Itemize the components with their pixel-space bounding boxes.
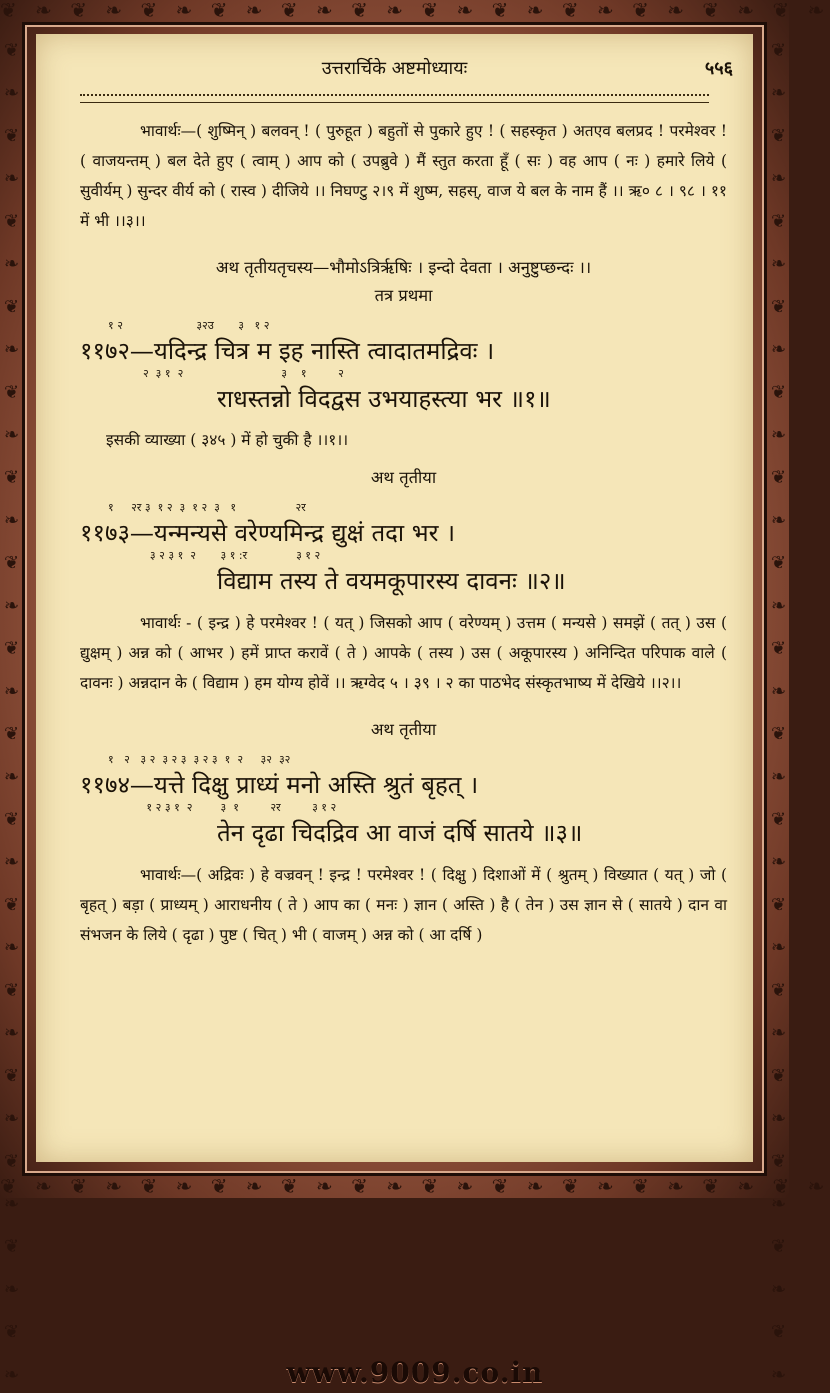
svara-marks: १ २ ३ २ ३ २ ३ ३ २ ३ १ २ ३२ ३२	[80, 753, 291, 766]
page-content	[80, 116, 727, 950]
bhavarth-paragraph-2: भावार्थः - ( इन्द्र ) हे परमेश्वर ! ( यत् ) जिसको आप ( वरेण्यम् ) उत्तम ( मन्यसे ) समझें ( तत् ) उस ( द्युक्षम् ) अन्न को ( आभर ) हमें प्राप्त करावें ( ते ) आपके ( तस्य ) उस ( अकूपारस्य ) अनिन्दित परिपाक वाले ( दावनः ) अन्नदान के ( विद्याम ) हम योग्य होवें ।। ऋग्वेद ५ । ३९ । २ का पाठभेद संस्कृतभाष्य में देखिये ।।२।।	[80, 614, 727, 692]
header-divider	[80, 94, 709, 103]
heading-atha-tritiya: अथ तृतीया	[370, 468, 437, 487]
mantra-1173-line-1: ११७३—यन्मन्यसे वरेण्यमिन्द्र द्युक्षं तदा भर ।	[80, 519, 456, 547]
svara-marks: २ ३ १ २ ३ १ २	[80, 367, 344, 380]
mantra-1173-line-2: विद्याम तस्य ते वयमकूपारस्य दावनः ॥२॥	[217, 567, 566, 595]
svara-marks: १ २र ३ १ २ ३ १ २ ३ १ २र	[80, 501, 306, 514]
book-page	[36, 34, 753, 1162]
frame-ornament-right: ❦ ❧ ❦ ❧ ❦ ❧ ❦ ❧ ❦ ❧ ❦ ❧ ❦ ❧ ❦ ❧ ❦ ❧ ❦ ❧ ❦ ❧ ❦ ❧ ❦ ❧ ❦ ❧ ❦ ❧ ❦ ❧	[768, 40, 789, 1393]
svara-marks: १ २ ३ १ २ ३ १ २र ३ १ २	[80, 801, 337, 814]
heading-atha-tritiya-2: अथ तृतीया	[370, 720, 437, 739]
frame-ornament-left: ❦ ❧ ❦ ❧ ❦ ❧ ❦ ❧ ❦ ❧ ❦ ❧ ❦ ❧ ❦ ❧ ❦ ❧ ❦ ❧ ❦ ❧ ❦ ❧ ❦ ❧ ❦ ❧ ❦ ❧ ❦ ❧	[1, 40, 22, 1393]
mantra-1172-line-1: ११७२—यदिन्द्र चित्र म इह नास्ति त्वादातमद्रिवः ।	[80, 337, 495, 365]
page-header	[36, 56, 753, 84]
mantra-1174-line-1: ११७४—यत्ते दिक्षु प्राध्यं मनो अस्ति श्रुतं बृहत् ।	[80, 771, 479, 799]
frame-ornament-top: ❦ ❧ ❦ ❧ ❦ ❧ ❦ ❧ ❦ ❧ ❦ ❧ ❦ ❧ ❦ ❧ ❦ ❧ ❦ ❧ ❦ ❧ ❦ ❧	[0, 0, 830, 22]
mantra-1174-line-2: तेन दृढा चिदद्रिव आ वाजं दर्षि सातये ॥३॥	[217, 819, 583, 847]
page-number: ५५६	[704, 58, 733, 79]
bhavarth-paragraph-1: भावार्थः—( शुष्मिन् ) बलवन् ! ( पुरुहूत ) बहुतों से पुकारे हुए ! ( सहस्कृत ) अतएव बलप्रद ! परमेश्वर ! ( वाजयन्तम् ) बल देते हुए ( त्वाम् ) आप को ( उपब्रुवे ) मैं स्तुत करता हूँ ( सः ) वह आप ( नः ) हमारे लिये ( सुवीर्यम् ) सुन्दर वीर्य को ( रास्व ) दीजिये ।। निघण्टु २।९ में शुष्म, सहस्, वाज ये बल के नाम हैं ।। ऋ० ८ । ९८ । ११ में भी ।।३।।	[80, 122, 727, 230]
mantra-1172-line-2: राधस्तन्नो विदद्वस उभयाहस्त्या भर ॥१॥	[217, 385, 551, 413]
heading-tatra-prathama: तत्र प्रथमा	[374, 286, 433, 305]
frame-ornament-bottom: ❦ ❧ ❦ ❧ ❦ ❧ ❦ ❧ ❦ ❧ ❦ ❧ ❦ ❧ ❦ ❧ ❦ ❧ ❦ ❧ ❦ ❧ ❦ ❧	[0, 1174, 830, 1198]
svara-marks: १ २ ३२उ ३ १ २	[80, 319, 270, 332]
bhavarth-paragraph-3: भावार्थः—( अद्रिवः ) हे वज्रवन् ! इन्द्र ! परमेश्वर ! ( दिक्षु ) दिशाओं में ( श्रुतम् ) विख्यात ( यत् ) जो ( बृहत् ) बड़ा ( प्राध्यम् ) आराधनीय ( ते ) आप का ( मनः ) ज्ञान ( अस्ति ) है ( तेन ) उस ज्ञान से ( सातये ) दान वा संभजन के लिये ( दृढा ) पुष्ट ( चित् ) भी ( वाजम् ) अन्न को ( आ दर्षि )	[80, 866, 727, 944]
page-title: उत्तरार्चिके अष्टमोध्यायः	[321, 58, 468, 79]
note-vyakhya: इसकी व्याख्या ( ३४५ ) में हो चुकी है ।।१।।	[106, 431, 349, 449]
trichara-intro: अथ तृतीयतृचस्य—भौमोऽत्रिर्ऋषिः । इन्दो देवता । अनुष्टुप्छन्दः ।।	[215, 258, 592, 277]
site-watermark: www.9009.co.in	[286, 1356, 544, 1389]
svara-marks: ३ २ ३ १ २ ३ १ :र ३ १ २	[80, 549, 321, 562]
